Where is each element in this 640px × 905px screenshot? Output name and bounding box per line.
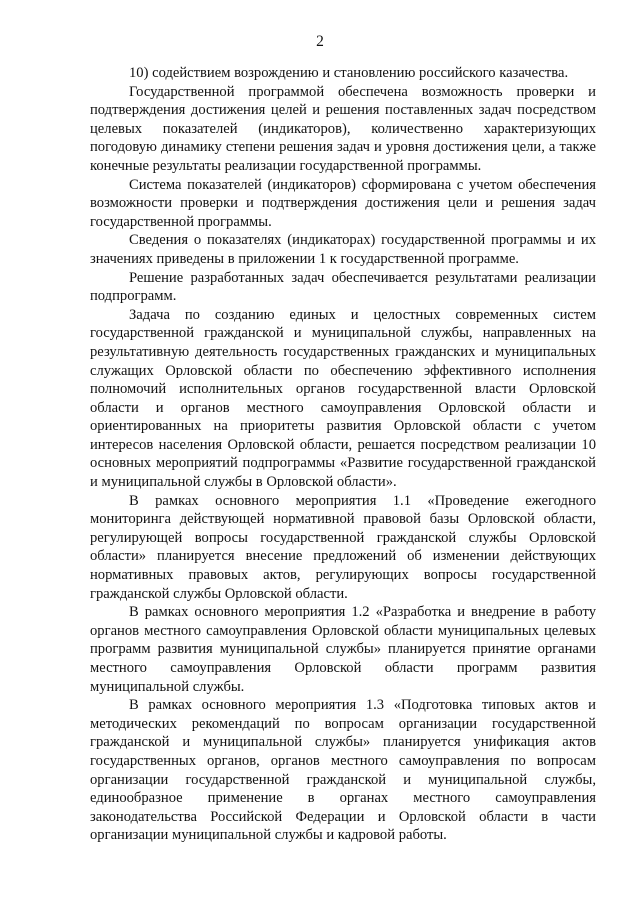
document-body [90,64,596,845]
paragraph-service-systems-task: Задача по созданию единых и целостных современных систем государственной гражданской и муниципальной службы, направленных на результативную деятельность государственных гражданских и муниципальных служащих Орловской области по обеспечению эффективного исполнения полномочий исполнительных органов государственной власти Орловской области и органов местного самоуправления Орловской области и ориентированных на приоритеты развития Орловской области с учетом интересов населения Орловской области, решается посредством реализации 10 основных мероприятий подпрограммы «Развитие государственной гражданской и муниципальной службы в Орловской области». [90,306,596,491]
paragraph-measure-1-1: В рамках основного мероприятия 1.1 «Проведение ежегодного мониторинга действующей нормативной правовой базы Орловской области, регулирующей вопросы государственной гражданской службы Орловской области» планируется внесение предложений об изменении действующих нормативных правовых актов, регулирующих вопросы государственной гражданской службы Орловской области. [90,492,596,602]
paragraph-casual-list-item: 10) содействием возрождению и становлению российского казачества. [129,65,569,81]
paragraph-task-solution: Решение разработанных задач обеспечивается результатами реализации подпрограмм. [90,269,596,305]
paragraph-verification: Государственной программой обеспечена возможность проверки и подтверждения достижения целей и решения поставленных задач посредством целевых показателей (индикаторов), количественно характеризующих погодовую динамику степени решения задач и уровня достижения цели, а также конечные результаты реализации государственной программы. [90,83,596,174]
paragraph-indicator-system: Система показателей (индикаторов) сформирована с учетом обеспечения возможности проверки и подтверждения достижения цели и решения задач государственной программы. [90,176,596,230]
paragraph-measure-1-2: В рамках основного мероприятия 1.2 «Разработка и внедрение в работу органов местного самоуправления Орловской области муниципальных целевых программ развития муниципальной службы» планируется принятие органами местного самоуправления Орловской области программ развития муниципальной службы. [90,604,596,695]
paragraph-indicator-info: Сведения о показателях (индикаторах) государственной программы и их значениях приведены в приложении 1 к государственной программе. [90,232,596,267]
page-number: 2 [316,33,324,50]
paragraph-measure-1-3: В рамках основного мероприятия 1.3 «Подготовка типовых актов и методических рекомендаций по вопросам организации государственной гражданской и муниципальной службы» планируется унификация актов государственных органов, органов местного самоуправления по вопросам организации государственной гражданской и муниципальной службы, единообразное применение в органах местного самоуправления законодательства Российской Федерации и Орловской области в части организации муниципальной службы и кадровой работы. [90,697,596,844]
